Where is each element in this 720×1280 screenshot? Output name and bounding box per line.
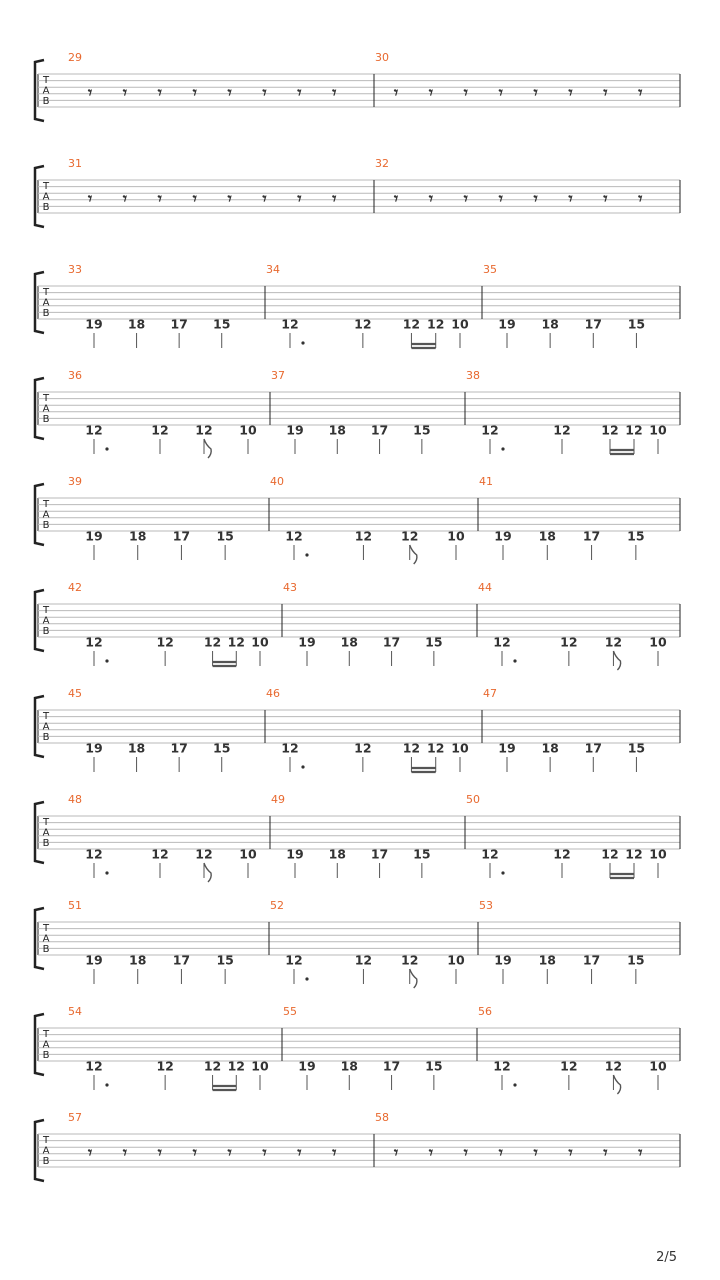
- dotted-note-dot: [305, 977, 308, 980]
- measure-number: 58: [375, 1111, 389, 1124]
- fret-number: 12: [401, 952, 419, 968]
- measure-number: 56: [478, 1005, 492, 1018]
- fret-number: 12: [553, 422, 571, 438]
- eighth-rest: 𝄾: [227, 1143, 232, 1162]
- fret-number: 15: [627, 740, 646, 756]
- fret-number: 15: [216, 528, 234, 544]
- tab-clef-letter: A: [42, 191, 50, 203]
- fret-number: 12: [354, 528, 373, 544]
- dotted-note-dot: [501, 871, 504, 874]
- tab-clef-letter: T: [42, 75, 50, 86]
- fret-number: 10: [649, 846, 667, 862]
- eighth-rest: 𝄾: [568, 83, 573, 102]
- fret-number: 18: [127, 740, 146, 756]
- eighth-rest: 𝄾: [393, 83, 399, 102]
- measure-number: 47: [483, 687, 497, 700]
- eighth-rest: 𝄾: [227, 83, 232, 102]
- measure-number: 41: [479, 475, 493, 488]
- fret-number: 12: [493, 1058, 511, 1074]
- eighth-rest: 𝄾: [393, 189, 399, 208]
- fret-number: 17: [584, 740, 602, 756]
- tab-clef-letter: A: [42, 509, 50, 521]
- eighth-rest: 𝄾: [332, 83, 337, 102]
- fret-number: 10: [251, 1058, 269, 1074]
- dotted-note-dot: [105, 659, 108, 662]
- fret-number: 12: [195, 422, 213, 438]
- note-flag: [410, 545, 417, 564]
- tab-clef-letter: B: [42, 732, 50, 743]
- fret-number: 18: [541, 740, 559, 756]
- fret-number: 12: [604, 1058, 623, 1074]
- fret-number: 19: [494, 528, 512, 544]
- measure-number: 29: [68, 51, 82, 64]
- fret-number: 15: [213, 316, 231, 332]
- fret-number: 15: [413, 422, 431, 438]
- dotted-note-dot: [105, 1083, 108, 1086]
- fret-number: 10: [649, 634, 667, 650]
- fret-number: 19: [286, 422, 304, 438]
- tab-clef-letter: A: [42, 297, 50, 309]
- fret-number: 17: [382, 1058, 401, 1074]
- eighth-rest: 𝄾: [192, 83, 197, 102]
- measure-number: 38: [466, 369, 480, 382]
- eighth-rest: 𝄾: [122, 189, 128, 208]
- fret-number: 19: [85, 740, 103, 756]
- fret-number: 12: [601, 422, 619, 438]
- measure-number: 31: [68, 157, 82, 170]
- measure-number: 55: [283, 1005, 297, 1018]
- fret-number: 10: [239, 422, 257, 438]
- fret-number: 12: [285, 952, 303, 968]
- fret-number: 12: [227, 634, 245, 650]
- fret-number: 10: [649, 1058, 667, 1074]
- fret-number: 12: [281, 740, 299, 756]
- fret-number: 12: [604, 634, 623, 650]
- measure-number: 49: [271, 793, 285, 806]
- note-flag: [613, 1075, 620, 1094]
- fret-number: 12: [151, 422, 169, 438]
- eighth-rest: 𝄾: [192, 1143, 197, 1162]
- eighth-rest: 𝄾: [428, 83, 434, 102]
- measure-number: 42: [68, 581, 82, 594]
- tab-clef-letter: B: [42, 838, 50, 849]
- dotted-note-dot: [513, 659, 516, 662]
- note-flag: [204, 439, 211, 458]
- eighth-rest: 𝄾: [297, 83, 302, 102]
- eighth-rest: 𝄾: [498, 1143, 503, 1162]
- fret-number: 15: [413, 846, 431, 862]
- eighth-rest: 𝄾: [533, 83, 538, 102]
- fret-number: 19: [298, 634, 316, 650]
- measure-number: 35: [483, 263, 497, 276]
- note-flag: [204, 863, 211, 882]
- measure-number: 46: [266, 687, 280, 700]
- fret-number: 12: [281, 316, 299, 332]
- fret-number: 19: [298, 1058, 316, 1074]
- dotted-note-dot: [305, 553, 308, 556]
- fret-number: 19: [498, 740, 516, 756]
- dotted-note-dot: [501, 447, 504, 450]
- fret-number: 12: [85, 846, 103, 862]
- eighth-rest: 𝄾: [603, 1143, 608, 1162]
- measure-number: 57: [68, 1111, 82, 1124]
- fret-number: 12: [427, 316, 445, 332]
- fret-number: 12: [285, 528, 303, 544]
- eighth-rest: 𝄾: [157, 189, 162, 208]
- fret-number: 15: [425, 634, 443, 650]
- fret-number: 12: [195, 846, 213, 862]
- fret-number: 12: [203, 634, 222, 650]
- fret-number: 18: [538, 952, 556, 968]
- measure-number: 53: [479, 899, 493, 912]
- eighth-rest: 𝄾: [227, 189, 232, 208]
- eighth-rest: 𝄾: [262, 83, 267, 102]
- fret-number: 15: [627, 528, 645, 544]
- tab-clef-letter: T: [42, 1135, 50, 1146]
- dotted-note-dot: [105, 447, 108, 450]
- fret-number: 17: [582, 952, 601, 968]
- tab-clef-letter: T: [42, 923, 50, 934]
- fret-number: 19: [286, 846, 304, 862]
- fret-number: 12: [85, 422, 103, 438]
- fret-number: 12: [401, 528, 419, 544]
- eighth-rest: 𝄾: [463, 83, 468, 102]
- eighth-rest: 𝄾: [533, 189, 538, 208]
- dotted-note-dot: [301, 341, 304, 344]
- eighth-rest: 𝄾: [393, 1143, 399, 1162]
- tab-clef-letter: T: [42, 499, 50, 510]
- eighth-rest: 𝄾: [428, 189, 434, 208]
- eighth-rest: 𝄾: [262, 1143, 267, 1162]
- fret-number: 10: [451, 740, 469, 756]
- eighth-rest: 𝄾: [332, 1143, 337, 1162]
- eighth-rest: 𝄾: [297, 189, 302, 208]
- fret-number: 18: [127, 316, 146, 332]
- fret-number: 17: [172, 952, 191, 968]
- eighth-rest: 𝄾: [332, 189, 337, 208]
- fret-number: 19: [85, 528, 103, 544]
- measure-number: 51: [68, 899, 82, 912]
- fret-number: 12: [354, 316, 372, 332]
- note-flag: [410, 969, 417, 988]
- tab-clef-letter: T: [42, 711, 50, 722]
- eighth-rest: 𝄾: [262, 189, 267, 208]
- measure-number: 50: [466, 793, 480, 806]
- fret-number: 18: [340, 1058, 358, 1074]
- fret-number: 12: [85, 1058, 103, 1074]
- eighth-rest: 𝄾: [498, 189, 503, 208]
- fret-number: 15: [216, 952, 234, 968]
- eighth-rest: 𝄾: [192, 189, 197, 208]
- tab-clef-letter: B: [42, 520, 50, 531]
- eighth-rest: 𝄾: [638, 189, 643, 208]
- tab-clef-letter: A: [42, 827, 50, 839]
- dotted-note-dot: [301, 765, 304, 768]
- fret-number: 12: [156, 634, 174, 650]
- eighth-rest: 𝄾: [297, 1143, 302, 1162]
- tab-clef-letter: B: [42, 202, 50, 213]
- fret-number: 12: [625, 846, 643, 862]
- eighth-rest: 𝄾: [638, 83, 643, 102]
- fret-number: 10: [447, 952, 465, 968]
- eighth-rest: 𝄾: [122, 1143, 128, 1162]
- fret-number: 12: [601, 846, 619, 862]
- tab-clef-letter: B: [42, 414, 50, 425]
- eighth-rest: 𝄾: [122, 83, 128, 102]
- fret-number: 12: [402, 316, 421, 332]
- fret-number: 15: [425, 1058, 443, 1074]
- tab-clef-letter: A: [42, 85, 50, 97]
- tab-clef-letter: A: [42, 403, 50, 415]
- measure-number: 54: [68, 1005, 82, 1018]
- measure-number: 39: [68, 475, 82, 488]
- fret-number: 12: [354, 952, 373, 968]
- fret-number: 10: [239, 846, 257, 862]
- fret-number: 17: [172, 528, 191, 544]
- fret-number: 19: [498, 316, 516, 332]
- fret-number: 12: [156, 1058, 174, 1074]
- fret-number: 12: [553, 846, 571, 862]
- eighth-rest: 𝄾: [568, 189, 573, 208]
- measure-number: 36: [68, 369, 82, 382]
- fret-number: 12: [85, 634, 103, 650]
- eighth-rest: 𝄾: [603, 189, 608, 208]
- tab-clef-letter: B: [42, 626, 50, 637]
- measure-number: 43: [283, 581, 297, 594]
- fret-number: 17: [370, 846, 389, 862]
- fret-number: 18: [340, 634, 358, 650]
- eighth-rest: 𝄾: [568, 1143, 573, 1162]
- tab-clef-letter: A: [42, 933, 50, 945]
- fret-number: 12: [481, 846, 499, 862]
- fret-number: 10: [447, 528, 465, 544]
- fret-number: 12: [203, 1058, 222, 1074]
- note-flag: [613, 651, 620, 670]
- fret-number: 17: [582, 528, 601, 544]
- fret-number: 18: [129, 528, 147, 544]
- measure-number: 40: [270, 475, 284, 488]
- tab-clef-letter: T: [42, 817, 50, 828]
- measure-number: 32: [375, 157, 389, 170]
- fret-number: 19: [85, 952, 103, 968]
- measure-number: 30: [375, 51, 389, 64]
- fret-number: 12: [625, 422, 643, 438]
- measure-number: 34: [266, 263, 280, 276]
- fret-number: 18: [541, 316, 559, 332]
- fret-number: 19: [494, 952, 512, 968]
- eighth-rest: 𝄾: [463, 1143, 468, 1162]
- fret-number: 17: [170, 740, 188, 756]
- tab-clef-letter: T: [42, 1029, 50, 1040]
- fret-number: 12: [481, 422, 499, 438]
- dotted-note-dot: [513, 1083, 516, 1086]
- fret-number: 10: [649, 422, 667, 438]
- dotted-note-dot: [105, 871, 108, 874]
- fret-number: 12: [227, 1058, 245, 1074]
- fret-number: 12: [151, 846, 169, 862]
- measure-number: 45: [68, 687, 82, 700]
- eighth-rest: 𝄾: [498, 83, 503, 102]
- tab-clef-letter: A: [42, 615, 50, 627]
- eighth-rest: 𝄾: [463, 189, 468, 208]
- fret-number: 19: [85, 316, 103, 332]
- eighth-rest: 𝄾: [87, 1143, 93, 1162]
- tab-clef-letter: B: [42, 1050, 50, 1061]
- tab-clef-letter: A: [42, 1145, 50, 1157]
- fret-number: 12: [493, 634, 511, 650]
- eighth-rest: 𝄾: [603, 83, 608, 102]
- fret-number: 17: [584, 316, 602, 332]
- fret-number: 15: [627, 316, 646, 332]
- fret-number: 12: [427, 740, 445, 756]
- fret-number: 18: [129, 952, 147, 968]
- eighth-rest: 𝄾: [87, 189, 93, 208]
- tab-clef-letter: B: [42, 1156, 50, 1167]
- eighth-rest: 𝄾: [533, 1143, 538, 1162]
- tab-clef-letter: B: [42, 308, 50, 319]
- fret-number: 18: [538, 528, 556, 544]
- fret-number: 15: [627, 952, 645, 968]
- measure-number: 48: [68, 793, 82, 806]
- measure-number: 52: [270, 899, 284, 912]
- tab-clef-letter: T: [42, 181, 50, 192]
- fret-number: 18: [328, 846, 346, 862]
- fret-number: 12: [560, 1058, 578, 1074]
- fret-number: 10: [251, 634, 269, 650]
- tab-clef-letter: T: [42, 393, 50, 404]
- page-number: 2/5: [656, 1250, 677, 1265]
- fret-number: 18: [328, 422, 346, 438]
- fret-number: 17: [170, 316, 188, 332]
- eighth-rest: 𝄾: [428, 1143, 434, 1162]
- fret-number: 15: [213, 740, 231, 756]
- tab-clef-letter: A: [42, 1039, 50, 1051]
- tab-clef-letter: A: [42, 721, 50, 733]
- fret-number: 17: [370, 422, 389, 438]
- tab-clef-letter: B: [42, 96, 50, 107]
- measure-number: 44: [478, 581, 492, 594]
- fret-number: 17: [382, 634, 401, 650]
- tab-clef-letter: T: [42, 287, 50, 298]
- measure-number: 33: [68, 263, 82, 276]
- fret-number: 12: [560, 634, 578, 650]
- fret-number: 10: [451, 316, 469, 332]
- fret-number: 12: [354, 740, 372, 756]
- measure-number: 37: [271, 369, 285, 382]
- eighth-rest: 𝄾: [638, 1143, 643, 1162]
- eighth-rest: 𝄾: [87, 83, 93, 102]
- fret-number: 12: [402, 740, 421, 756]
- tab-clef-letter: B: [42, 944, 50, 955]
- eighth-rest: 𝄾: [157, 83, 162, 102]
- tab-clef-letter: T: [42, 605, 50, 616]
- eighth-rest: 𝄾: [157, 1143, 162, 1162]
